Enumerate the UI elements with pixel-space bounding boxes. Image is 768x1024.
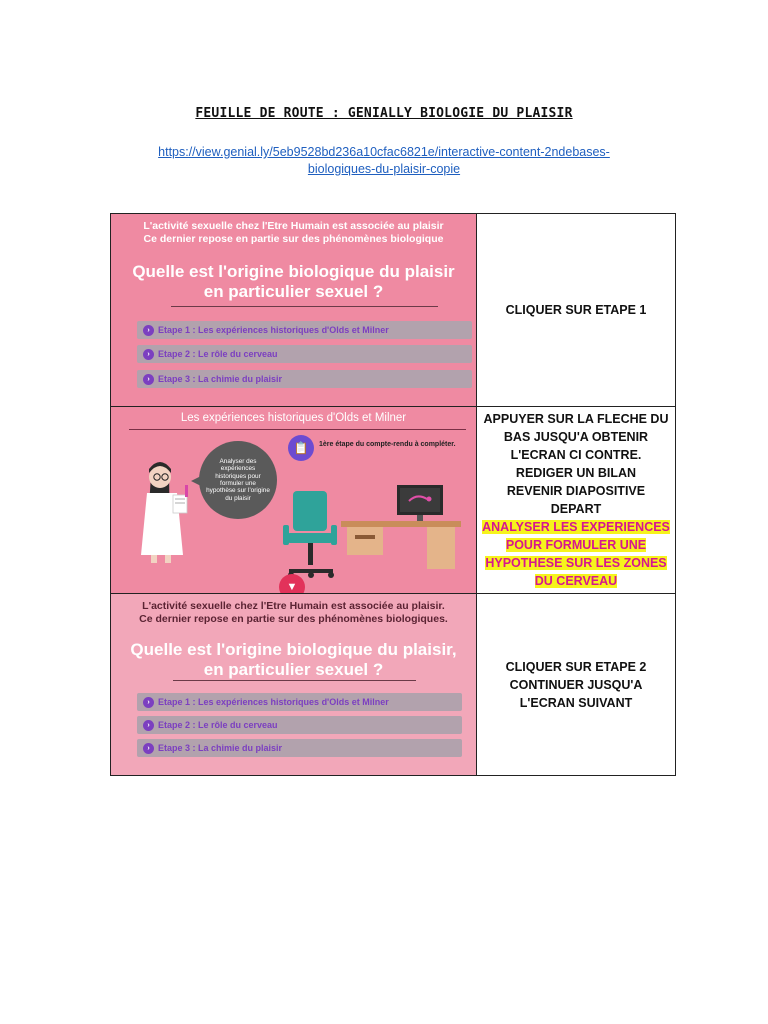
chevron-right-icon: ›: [143, 720, 154, 731]
instruction-line: APPUYER SUR LA FLECHE DU: [483, 412, 669, 426]
table-row: [111, 407, 676, 594]
instruction-line: L'ECRAN CI CONTRE.: [510, 448, 642, 462]
step-3-button[interactable]: [137, 739, 462, 757]
instruction-cell: [477, 594, 676, 776]
highlighted-instruction: POUR FORMULER UNE: [505, 538, 647, 552]
step-label: Etape 1 : Les expériences historiques d'Olds et Milner: [158, 325, 389, 335]
divider: [129, 429, 466, 430]
table-row: [111, 594, 676, 776]
scientist-illustration: [129, 455, 209, 565]
step-label: Etape 2 : Le rôle du cerveau: [158, 720, 278, 730]
chevron-right-icon: ›: [143, 349, 154, 360]
chevron-right-icon: ›: [143, 743, 154, 754]
question-line-2: en particulier sexuel ?: [203, 660, 384, 679]
highlighted-instruction: HYPOTHESE SUR LES ZONES: [485, 556, 667, 570]
divider: [173, 680, 416, 681]
screenshot-cell: [111, 407, 477, 594]
office-chair-illustration: [279, 485, 343, 585]
instruction-line: L'ECRAN SUIVANT: [519, 695, 633, 710]
chevron-right-icon: ›: [143, 374, 154, 385]
intro-line-2: Ce dernier repose en partie sur des phénomènes biologiques.: [139, 613, 448, 625]
step-1-button[interactable]: [137, 693, 462, 711]
instruction-line: CONTINUER JUSQU'A: [509, 677, 643, 692]
section-heading: Les expériences historiques d'Olds et Milner: [180, 412, 407, 424]
step-label: Etape 2 : Le rôle du cerveau: [158, 349, 278, 359]
bubble-text: Analyser des expériences historiques pour formuler une hypothèse sur l'origine du plaisir: [206, 458, 270, 502]
arrow-down-icon[interactable]: ▼: [279, 574, 305, 593]
link-line-1[interactable]: https://view.genial.ly/5eb9528bd236a10cfac6821e/interactive-content-2ndebases-: [158, 145, 610, 159]
instruction-cell: [477, 214, 676, 407]
instruction-cell: [477, 407, 676, 594]
step-3-button[interactable]: [137, 370, 472, 388]
step-label: Etape 3 : La chimie du plaisir: [158, 743, 283, 753]
instruction-text: CLIQUER SUR ETAPE 1: [505, 303, 647, 317]
genially-link[interactable]: [110, 144, 658, 178]
chevron-right-icon: ›: [143, 325, 154, 336]
chevron-right-icon: ›: [143, 697, 154, 708]
intro-text: [111, 600, 476, 626]
intro-line-2: Ce dernier repose en partie sur des phénomènes biologique: [143, 233, 444, 245]
report-note: 1ère étape du compte-rendu à compléter.: [319, 441, 456, 448]
page-title: FEUILLE DE ROUTE : GENIALLY BIOLOGIE DU PLAISIR: [195, 106, 573, 121]
screenshot-cell: [111, 594, 477, 776]
clipboard-icon: 📋: [288, 435, 314, 461]
olds-milner-screenshot: [111, 407, 476, 593]
question-line-1: Quelle est l'origine biologique du plaisir: [132, 262, 455, 281]
route-table: [110, 213, 676, 776]
desk-computer-illustration: [341, 479, 463, 569]
highlighted-instruction: DU CERVEAU: [534, 574, 618, 588]
question-heading: [111, 262, 476, 302]
intro-line-1: L'activité sexuelle chez l'Etre Humain est associée au plaisir.: [142, 600, 445, 612]
instruction-line: BAS JUSQU'A OBTENIR: [503, 430, 649, 444]
instruction-line: CLIQUER SUR ETAPE 2: [505, 659, 647, 674]
speech-bubble: [199, 441, 277, 519]
instruction-line: DEPART: [550, 502, 602, 516]
step-label: Etape 3 : La chimie du plaisir: [158, 374, 283, 384]
instruction-line: REVENIR DIAPOSITIVE: [506, 484, 646, 498]
instruction-line: REDIGER UN BILAN: [515, 466, 637, 480]
step-label: Etape 1 : Les expériences historiques d'Olds et Milner: [158, 697, 389, 707]
screenshot-cell: [111, 214, 477, 407]
table-row: [111, 214, 676, 407]
question-line-1: Quelle est l'origine biologique du plaisir,: [130, 640, 457, 659]
intro-line-1: L'activité sexuelle chez l'Etre Humain est associée au plaisir: [143, 220, 444, 232]
intro-text: [111, 220, 476, 246]
step-2-button[interactable]: [137, 345, 472, 363]
genially-home-screenshot-2: [111, 594, 476, 775]
step-1-button[interactable]: [137, 321, 472, 339]
step-2-button[interactable]: [137, 716, 462, 734]
highlighted-instruction: ANALYSER LES EXPERIENCES: [482, 520, 670, 534]
genially-home-screenshot: [111, 214, 476, 406]
question-heading: [111, 640, 476, 680]
question-line-2: en particulier sexuel ?: [203, 282, 384, 301]
divider: [171, 306, 438, 307]
link-line-2[interactable]: biologiques-du-plaisir-copie: [307, 162, 461, 176]
